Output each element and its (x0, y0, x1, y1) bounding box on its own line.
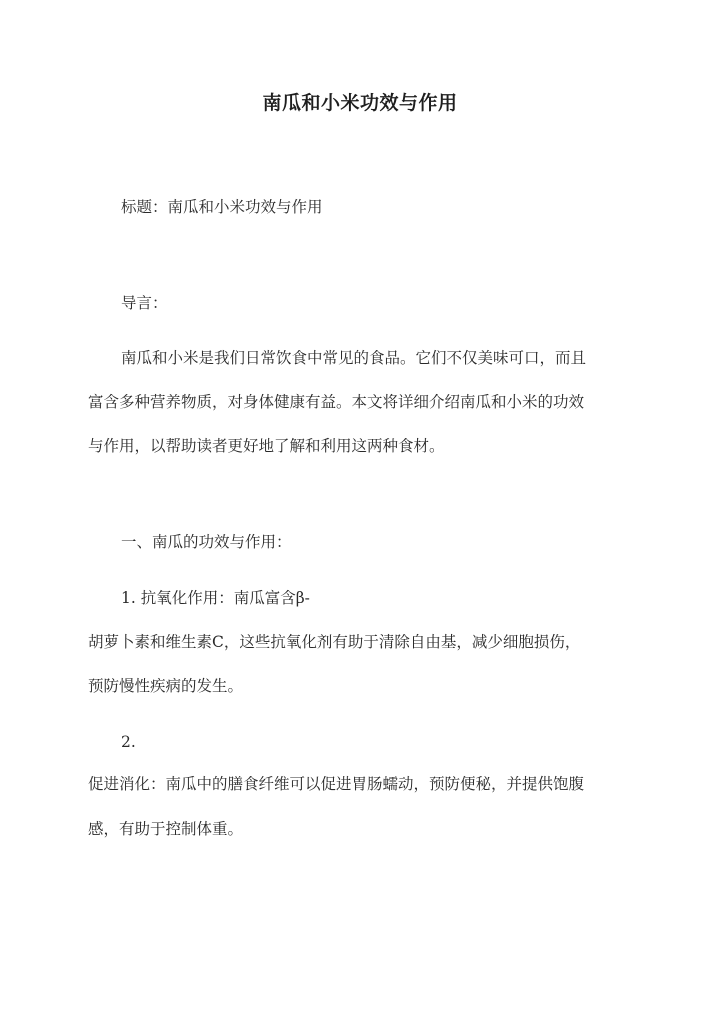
list-item-line: 1. 抗氧化作用：南瓜富含β- (121, 589, 310, 607)
heading-label: 标题：南瓜和小米功效与作用 (121, 198, 323, 216)
intro-label: 导言： (121, 294, 168, 312)
intro-paragraph-line: 富含多种营养物质，对身体健康有益。本文将详细介绍南瓜和小米的功效 (88, 393, 585, 411)
page-title: 南瓜和小米功效与作用 (262, 92, 458, 114)
intro-paragraph-line: 与作用，以帮助读者更好地了解和利用这两种食材。 (88, 437, 445, 455)
list-item-line: 感，有助于控制体重。 (88, 820, 244, 838)
section-heading: 一、南瓜的功效与作用： (121, 533, 292, 551)
list-item-number: 2. (121, 733, 136, 751)
intro-paragraph-line: 南瓜和小米是我们日常饮食中常见的食品。它们不仅美味可口，而且 (121, 349, 587, 367)
list-item-line: 促进消化：南瓜中的膳食纤维可以促进胃肠蠕动，预防便秘，并提供饱腹 (88, 775, 585, 793)
list-item-line: 胡萝卜素和维生素C，这些抗氧化剂有助于清除自由基，减少细胞损伤， (88, 633, 581, 651)
list-item-line: 预防慢性疾病的发生。 (88, 677, 244, 695)
